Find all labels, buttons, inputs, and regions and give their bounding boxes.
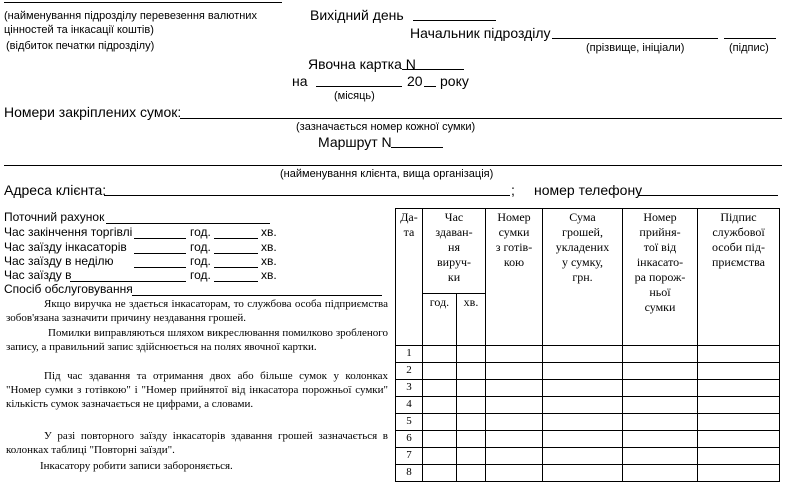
arrival-label: Час заїзду інкасаторів (4, 240, 127, 254)
arrival-hour[interactable] (134, 253, 186, 254)
table-row (396, 414, 780, 431)
row-number: 6 (396, 431, 423, 448)
table-cell[interactable] (698, 363, 780, 380)
table-row (396, 380, 780, 397)
table-body (396, 346, 780, 482)
table-cell[interactable] (698, 397, 780, 414)
route-field[interactable] (391, 147, 443, 148)
table-row (396, 431, 780, 448)
arrival-in-label: Час заїзду в (4, 268, 72, 282)
sunday-min-label: хв. (261, 254, 277, 268)
table-cell[interactable] (486, 448, 543, 465)
row-number: 1 (396, 346, 423, 363)
table-cell[interactable] (486, 363, 543, 380)
table-cell[interactable] (486, 380, 543, 397)
collection-table (395, 208, 780, 482)
day-off-label: Вихідний день (310, 7, 404, 23)
sunday-hour[interactable] (134, 267, 186, 268)
table-cell[interactable] (486, 397, 543, 414)
trade-end-label: Час закінчення торгівлі (4, 225, 133, 239)
table-cell[interactable] (543, 346, 623, 363)
trade-end-hour[interactable] (134, 238, 186, 239)
table-cell[interactable] (623, 346, 698, 363)
stamp-note: (відбиток печатки підрозділу) (6, 40, 155, 52)
table-cell[interactable] (623, 363, 698, 380)
instruction-4: У разі повторного заїзду інкасаторів здавання грошей зазначається в колонках таблиці "Повторні заїзди". (6, 430, 388, 456)
bags-label: Номери закріплених сумок: (4, 104, 182, 120)
table-cell[interactable] (623, 465, 698, 482)
phone-label: номер телефону (534, 182, 643, 198)
table-cell[interactable] (543, 448, 623, 465)
table-cell[interactable] (486, 465, 543, 482)
table-cell[interactable] (457, 363, 486, 380)
col-time-header: Час здаван- ня вируч- ки (423, 209, 486, 294)
table-row (396, 397, 780, 414)
sunday-label: Час заїзду в неділю (4, 254, 114, 268)
instruction-2: Помилки виправляються шляхом викреслювання помилково зробленого запису, а правильний запис здійснюється на полях явочної картки. (6, 327, 388, 353)
table-cell[interactable] (543, 397, 623, 414)
col-time-hour-header: год. (423, 294, 457, 346)
table-cell[interactable] (457, 465, 486, 482)
bags-hint: (зазначається номер кожної сумки) (296, 121, 476, 133)
table-cell[interactable] (623, 448, 698, 465)
year-prefix: 20 (407, 73, 423, 89)
table-cell[interactable] (457, 346, 486, 363)
arrival-in-min-label: хв. (261, 268, 277, 282)
phone-field[interactable] (638, 195, 778, 196)
table-row (396, 448, 780, 465)
arrival-hour-label: год. (190, 240, 211, 254)
sunday-hour-label: год. (190, 254, 211, 268)
account-label: Поточний рахунок (4, 210, 105, 224)
table-cell[interactable] (543, 465, 623, 482)
month-hint: (місяць) (334, 90, 375, 102)
table-cell[interactable] (457, 414, 486, 431)
chief-signature-hint: (підпис) (729, 42, 769, 54)
instruction-5: Інкасатору робити записи забороняється. (40, 460, 233, 472)
table-cell[interactable] (543, 414, 623, 431)
col-date-header: Да- та (396, 209, 423, 346)
table-cell[interactable] (698, 346, 780, 363)
unit-name-line (4, 2, 282, 3)
trade-end-min[interactable] (214, 238, 258, 239)
table-cell[interactable] (423, 397, 457, 414)
chief-signature-field[interactable] (724, 38, 776, 39)
col-sum-header: Сума грошей, укладених у сумку, грн. (543, 209, 623, 346)
account-field[interactable] (106, 223, 270, 224)
table-cell[interactable] (423, 431, 457, 448)
address-label: Адреса клієнта: (4, 182, 107, 198)
table-cell[interactable] (698, 431, 780, 448)
unit-name-hint-2: цінностей та інкасації коштів) (4, 24, 154, 36)
arrival-min[interactable] (214, 253, 258, 254)
table-cell[interactable] (423, 380, 457, 397)
table-cell[interactable] (623, 397, 698, 414)
row-number: 2 (396, 363, 423, 380)
table-cell[interactable] (423, 346, 457, 363)
client-name-hint: (найменування клієнта, вища організація) (280, 168, 494, 180)
col-bag-empty-header: Номер прийня- тої від інкасато- ра порож- ньої сумки (623, 209, 698, 346)
table-cell[interactable] (543, 363, 623, 380)
row-number: 4 (396, 397, 423, 414)
year-field[interactable] (424, 86, 436, 87)
service-field[interactable] (132, 295, 382, 296)
chief-name-field[interactable] (552, 38, 718, 39)
table-cell[interactable] (457, 397, 486, 414)
table-cell[interactable] (423, 465, 457, 482)
table-cell[interactable] (457, 380, 486, 397)
row-number: 8 (396, 465, 423, 482)
client-name-field[interactable] (4, 165, 782, 166)
table-cell[interactable] (457, 431, 486, 448)
arrival-in-hour-label: год. (190, 268, 211, 282)
year-suffix: року (440, 73, 469, 89)
service-label: Спосіб обслуговування (4, 282, 133, 296)
bags-field[interactable] (180, 118, 782, 119)
table-cell[interactable] (486, 431, 543, 448)
arrival-min-label: хв. (261, 240, 277, 254)
table-cell[interactable] (457, 448, 486, 465)
card-number-field[interactable] (402, 69, 464, 70)
trade-end-hour-label: год. (190, 225, 211, 239)
table-cell[interactable] (698, 380, 780, 397)
chief-label: Начальник підрозділу (410, 25, 551, 41)
table-row (396, 346, 780, 363)
table-cell[interactable] (698, 448, 780, 465)
row-number: 3 (396, 380, 423, 397)
row-number: 7 (396, 448, 423, 465)
col-bag-cash-header: Номер сумки з готів- кою (486, 209, 543, 346)
sunday-min[interactable] (214, 267, 258, 268)
table-cell[interactable] (623, 414, 698, 431)
table-cell[interactable] (623, 431, 698, 448)
unit-name-hint-1: (найменування підрозділу перевезення валютних (4, 10, 257, 22)
instruction-1: Якщо виручка не здається інкасаторам, то службова особа підприємства зобов'язана зазначити причину нездавання грошей. (6, 298, 388, 324)
table-cell[interactable] (423, 414, 457, 431)
table-cell[interactable] (486, 346, 543, 363)
address-semicolon: ; (511, 182, 515, 198)
instruction-3: Під час здавання та отримання двох або більше сумок у колонках "Номер сумки з готівкою" і "Номер прийнятої від інкасатора порожньої сумки" кількість сумок зазначається не цифрами, а словами. (6, 370, 388, 410)
route-label: Маршрут N (318, 134, 392, 150)
table-cell[interactable] (423, 363, 457, 380)
table-cell[interactable] (543, 431, 623, 448)
month-field[interactable] (316, 86, 402, 87)
day-off-field[interactable] (413, 20, 496, 21)
address-field[interactable] (104, 195, 510, 196)
table-cell[interactable] (698, 414, 780, 431)
arrival-in-min[interactable] (214, 281, 258, 282)
card-title: Явочна картка N (308, 56, 416, 72)
table-cell[interactable] (543, 380, 623, 397)
row-number: 5 (396, 414, 423, 431)
col-time-min-header: хв. (457, 294, 486, 346)
table-row (396, 363, 780, 380)
table-cell[interactable] (486, 414, 543, 431)
table-cell[interactable] (698, 465, 780, 482)
chief-name-hint: (прізвище, ініціали) (586, 42, 685, 54)
col-signature-header: Підпис службової особи під- приємства (698, 209, 780, 346)
for-label: на (292, 73, 308, 89)
table-cell[interactable] (623, 380, 698, 397)
table-cell[interactable] (423, 448, 457, 465)
trade-end-min-label: хв. (261, 225, 277, 239)
table-row (396, 465, 780, 482)
